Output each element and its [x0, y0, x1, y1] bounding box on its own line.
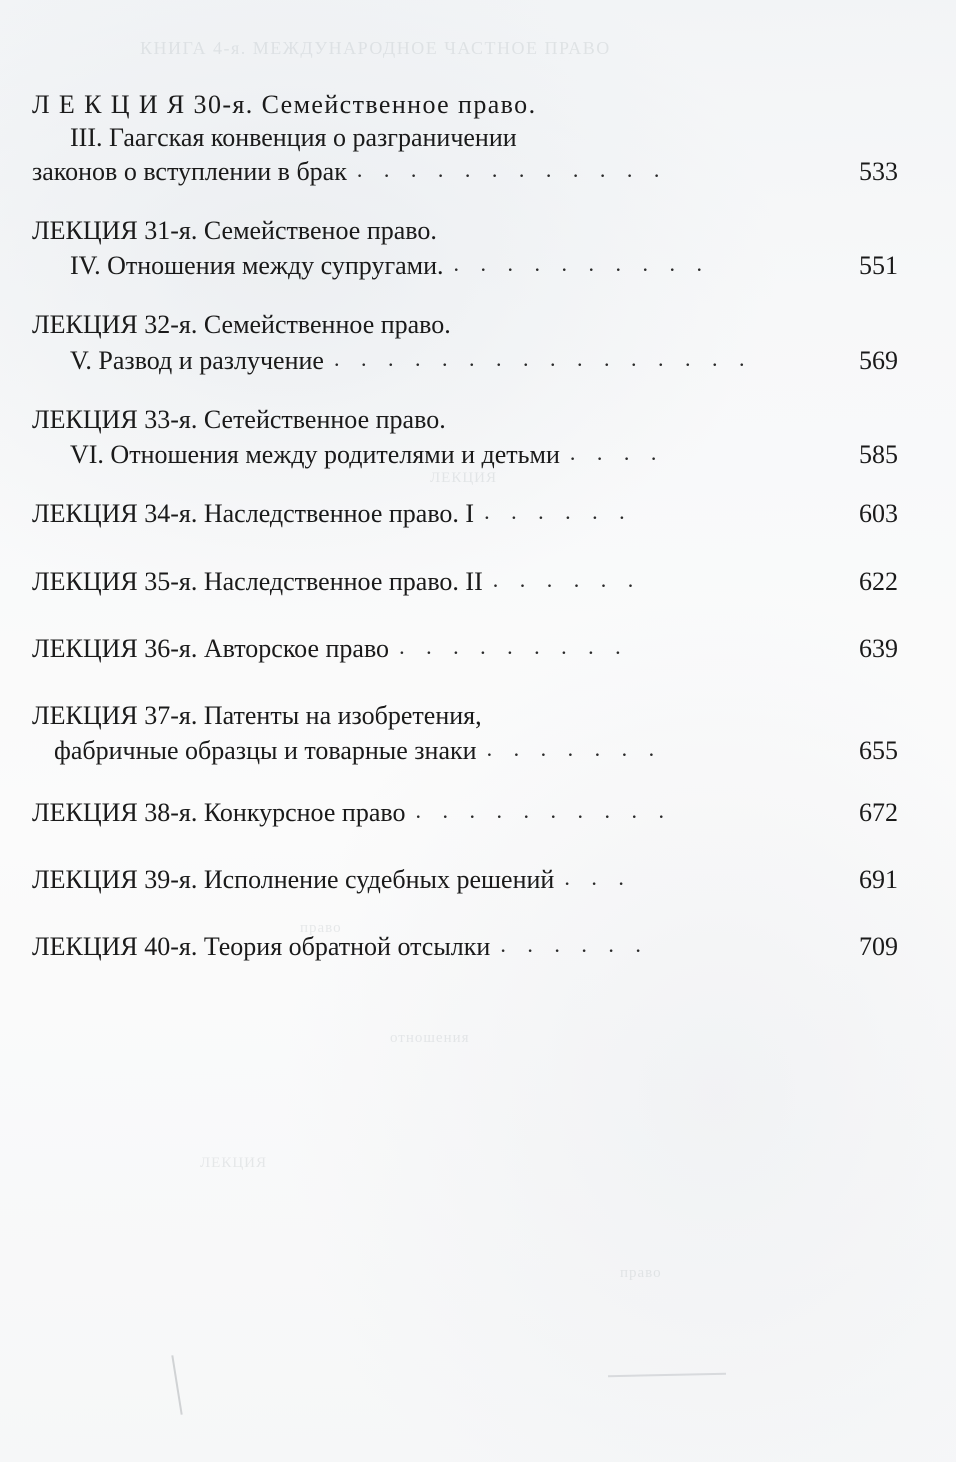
toc-leader-dots: . . . . . .: [492, 566, 642, 592]
toc-page-number: 603: [859, 499, 898, 529]
toc-leader-dots: . . . . . . . . .: [399, 633, 629, 659]
toc-entry-title: ЛЕКЦИЯ 40-я. Теория обратной отсылки: [32, 932, 491, 962]
toc-entry-title: ЛЕКЦИЯ 35-я. Наследственное право. II: [32, 566, 483, 596]
toc-entry[interactable]: [32, 699, 898, 768]
ghost-text-1: ЛЕКЦИЯ: [430, 470, 498, 486]
toc-page-number: 585: [859, 440, 898, 470]
toc-entry-title: ЛЕКЦИЯ 32-я. Семейственное право.: [32, 310, 451, 340]
toc-entry-subtitle: VI. Отношения между родителями и детьми: [70, 440, 560, 470]
toc-entry[interactable]: [32, 403, 898, 472]
toc-entry[interactable]: [32, 497, 898, 530]
toc-entry[interactable]: [32, 796, 898, 829]
toc-leader-dots: . . . . . . . . . .: [415, 797, 672, 823]
toc-entry[interactable]: [32, 632, 898, 665]
toc-entry-title: Л Е К Ц И Я 30-я. Семейственное право.: [32, 90, 537, 119]
toc-leader-dots: . . . . . .: [500, 932, 649, 958]
ghost-text-5: право: [620, 1265, 662, 1281]
toc-entry[interactable]: [32, 308, 898, 377]
toc-page-number: 569: [859, 345, 898, 375]
toc-leader-dots: . . . .: [569, 440, 665, 466]
toc-leader-dots: . . . . . . . . . . . . . . . .: [333, 345, 753, 371]
ghost-text-header: КНИГА 4-я. МЕЖДУНАРОДНОЕ ЧАСТНОЕ ПРАВО: [140, 38, 611, 58]
toc-leader-dots: . . . . . . . . . . . .: [356, 156, 668, 182]
toc-entry[interactable]: [32, 565, 898, 598]
toc-entry-subtitle: IV. Отношения между супругами.: [70, 251, 444, 281]
toc-entry-subtitle: V. Развод и разлучение: [70, 345, 324, 375]
toc-entry-title: ЛЕКЦИЯ 33-я. Сетейственное право.: [32, 404, 446, 434]
toc-page-number: 533: [859, 156, 898, 186]
toc-entry[interactable]: [32, 214, 898, 283]
ghost-text-4: ЛЕКЦИЯ: [200, 1155, 268, 1171]
toc-page-number: 639: [859, 633, 898, 663]
toc-entry[interactable]: [32, 88, 898, 188]
toc-leader-dots: . . . . . . . . . .: [453, 251, 711, 277]
toc-page-number: 622: [859, 566, 898, 596]
toc-page-number: 691: [859, 864, 898, 894]
ghost-text-2: право: [300, 920, 342, 936]
toc-entry[interactable]: [32, 930, 898, 963]
toc-leader-dots: . . .: [564, 864, 632, 890]
toc-entry-title: ЛЕКЦИЯ 34-я. Наследственное право. I: [32, 499, 475, 529]
toc-entry-title: ЛЕКЦИЯ 31-я. Семейственое право.: [32, 215, 437, 245]
toc-page-number: 655: [859, 736, 898, 766]
toc-entry-subtitle: III. Гаагская конвенция о разграничении: [70, 123, 517, 153]
toc-leader-dots: . . . . . . .: [486, 736, 663, 762]
toc-entry-title: ЛЕКЦИЯ 37-я. Патенты на изобретения,: [32, 701, 482, 731]
toc-entry-subtitle-cont: законов о вступлении в брак: [32, 156, 347, 186]
page-scratch-mark: [171, 1355, 182, 1415]
table-of-contents: [0, 88, 956, 964]
toc-entry-title: ЛЕКЦИЯ 38-я. Конкурсное право: [32, 797, 406, 827]
toc-entry-title: ЛЕКЦИЯ 36-я. Авторское право: [32, 633, 390, 663]
toc-page-number: 672: [859, 797, 898, 827]
toc-entry-subtitle: фабричные образцы и товарные знаки: [54, 736, 477, 766]
toc-page-number: 551: [859, 251, 898, 281]
toc-leader-dots: . . . . . .: [484, 499, 633, 525]
ghost-text-3: отношения: [390, 1030, 470, 1046]
page-scratch-mark: [608, 1373, 726, 1377]
toc-entry[interactable]: [32, 863, 898, 896]
toc-entry-title: ЛЕКЦИЯ 39-я. Исполнение судебных решений: [32, 864, 555, 894]
toc-page-number: 709: [859, 932, 898, 962]
